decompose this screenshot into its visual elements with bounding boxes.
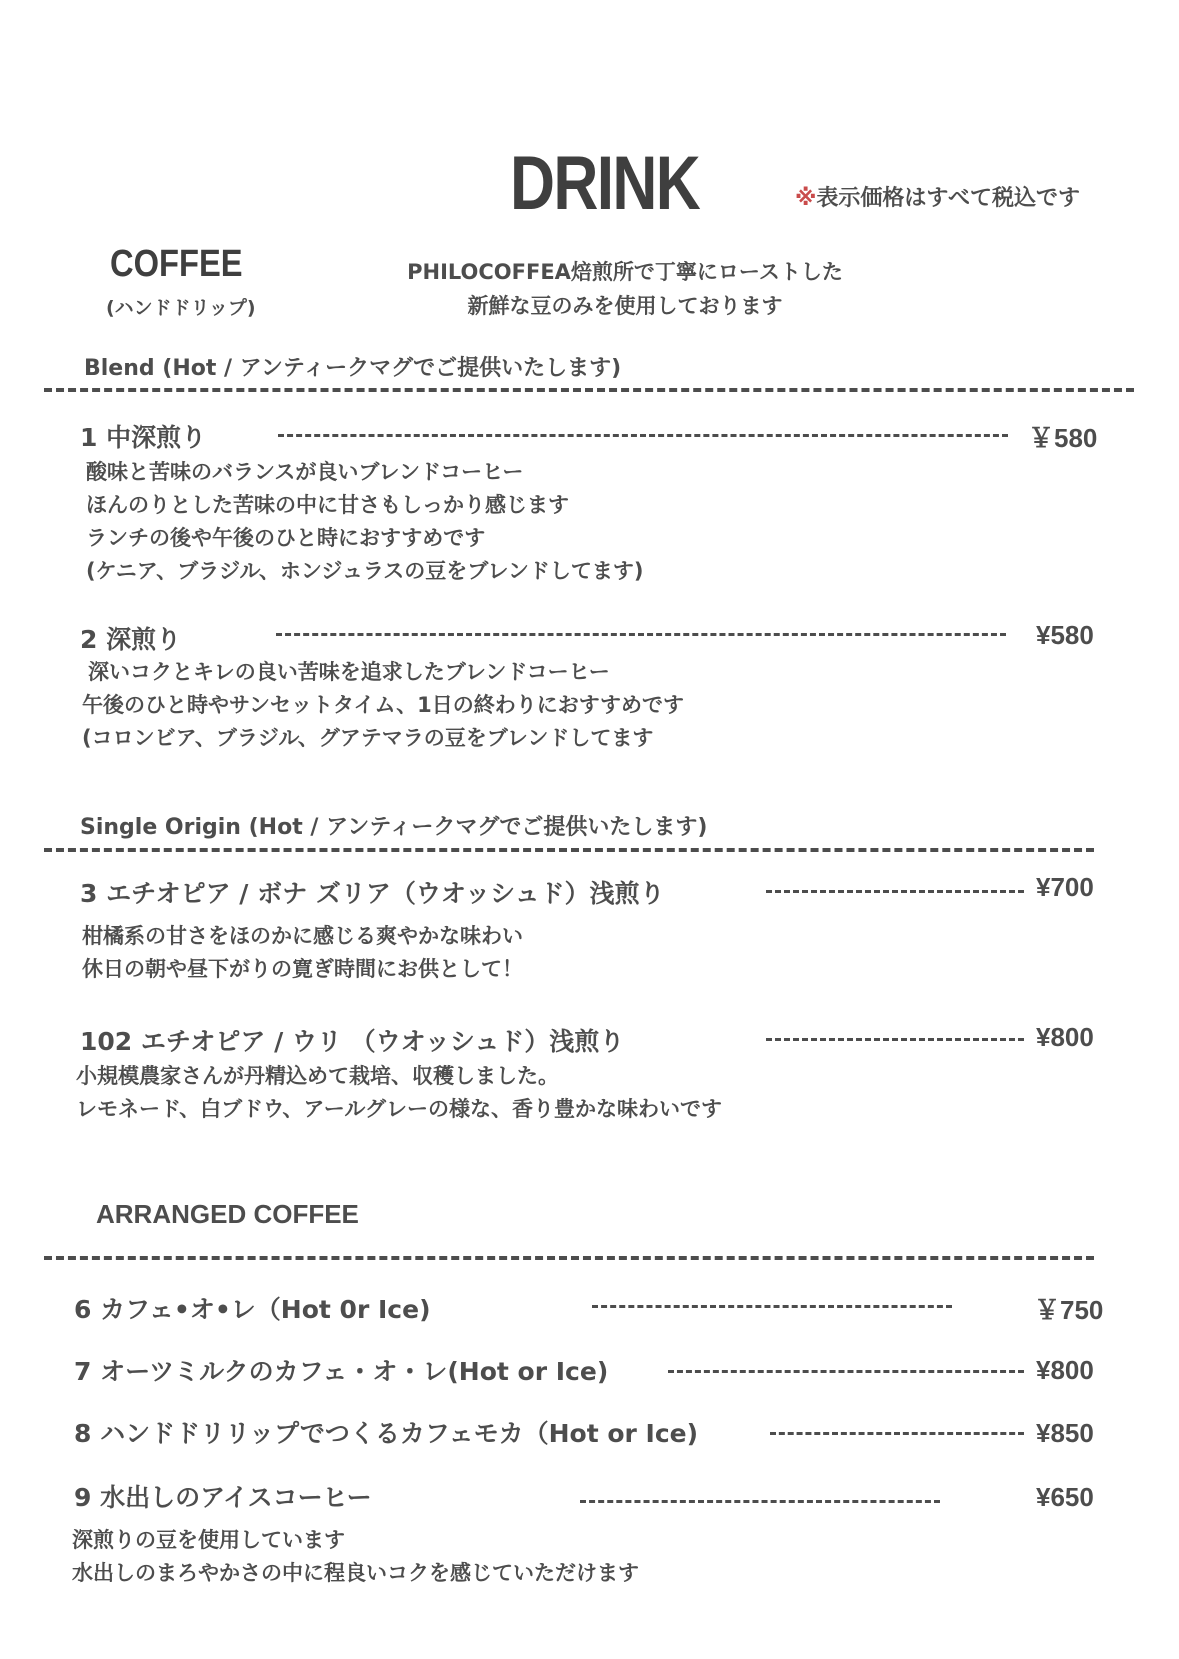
- menu-title: DRINK: [510, 141, 700, 226]
- menu-item-price: ¥800: [1036, 1022, 1094, 1052]
- menu-item-name: 102 エチオピア / ウリ （ウオッシュド）浅煎り: [80, 1027, 625, 1056]
- leader-dots: [770, 1432, 1024, 1435]
- section-divider: [44, 1256, 1094, 1260]
- menu-item-name: 7 オーツミルクのカフェ・オ・レ(Hot or Ice): [74, 1357, 609, 1386]
- description-line: ほんのりとした苦味の中に甘さもしっかり感じます: [86, 493, 569, 517]
- menu-item-name: 2 深煎り: [80, 625, 182, 654]
- menu-item-description: [72, 1524, 639, 1590]
- section-divider: [44, 848, 1094, 852]
- menu-item-name: 3 エチオピア / ボナ ズリア（ウオッシュド）浅煎り: [80, 879, 665, 908]
- description-line: 休日の朝や昼下がりの寛ぎ時間にお供として！: [82, 957, 523, 981]
- menu-item-price: ￥750: [1034, 1295, 1104, 1325]
- description-line: (ケニア、ブラジル、ホンジュラスの豆をブレンドしてます): [86, 559, 644, 583]
- coffee-intro-line: 新鮮な豆のみを使用しております: [467, 294, 783, 318]
- menu-item-name: 6 カフェ•オ•レ（Hot 0r Ice): [74, 1295, 431, 1324]
- tax-note: [795, 181, 1080, 212]
- menu-item-description: [76, 1060, 722, 1126]
- description-line: 酸味と苦味のバランスが良いブレンドコーヒー: [86, 460, 524, 484]
- menu-item-description: [86, 456, 644, 588]
- tax-note-mark: ※: [795, 186, 817, 211]
- coffee-heading: COFFEE: [110, 243, 243, 285]
- menu-item-name: 8 ハンドドリリップでつくるカフェモカ（Hot or Ice): [74, 1419, 699, 1448]
- description-line: 深煎りの豆を使用しています: [72, 1528, 345, 1552]
- arranged-section-title: ARRANGED COFFEE: [96, 1199, 359, 1229]
- menu-item-price: ¥580: [1036, 620, 1094, 650]
- coffee-subheading: (ハンドドリップ): [106, 297, 256, 319]
- menu-item-price: ¥850: [1036, 1418, 1094, 1448]
- leader-dots: [766, 1038, 1024, 1041]
- menu-item-name: 1 中深煎り: [80, 423, 207, 452]
- description-line: レモネード、白ブドウ、アールグレーの様な、香り豊かな味わいです: [76, 1097, 722, 1121]
- menu-item-description: [82, 656, 684, 755]
- section-divider: [44, 388, 1134, 392]
- description-line: 柑橘系の甘さをほのかに感じる爽やかな味わい: [82, 924, 523, 948]
- description-line: 水出しのまろやかさの中に程良いコクを感じていただけます: [72, 1561, 639, 1585]
- blend-section-title: Blend (Hot / アンティークマグでご提供いたします): [84, 356, 622, 381]
- description-line: (コロンビア、ブラジル、グアテマラの豆をブレンドしてます: [82, 726, 654, 750]
- description-line: ランチの後や午後のひと時におすすめです: [86, 526, 486, 550]
- description-line: 深いコクとキレの良い苦味を追求したブレンドコーヒー: [88, 660, 610, 684]
- leader-dots: [278, 434, 1008, 437]
- menu-item-price: ¥800: [1036, 1355, 1094, 1385]
- leader-dots: [592, 1305, 952, 1308]
- coffee-intro: [370, 255, 880, 323]
- leader-dots: [276, 633, 1006, 636]
- description-line: 小規模農家さんが丹精込めて栽培、収穫しました。: [76, 1064, 559, 1088]
- leader-dots: [766, 890, 1024, 893]
- menu-item-description: [82, 920, 523, 986]
- description-line: 午後のひと時やサンセットタイム、1日の終わりにおすすめです: [82, 693, 684, 717]
- leader-dots: [668, 1370, 1024, 1373]
- menu-item-price: ¥650: [1036, 1482, 1094, 1512]
- menu-item-price: ¥700: [1036, 872, 1094, 902]
- coffee-intro-line: PHILOCOFFEA焙煎所で丁寧にローストした: [407, 260, 843, 284]
- leader-dots: [580, 1500, 940, 1503]
- single-origin-section-title: Single Origin (Hot / アンティークマグでご提供いたします): [80, 815, 708, 840]
- menu-item-price: ￥580: [1028, 423, 1098, 453]
- menu-item-name: 9 水出しのアイスコーヒー: [74, 1483, 372, 1512]
- tax-note-text: 表示価格はすべて税込です: [816, 186, 1080, 211]
